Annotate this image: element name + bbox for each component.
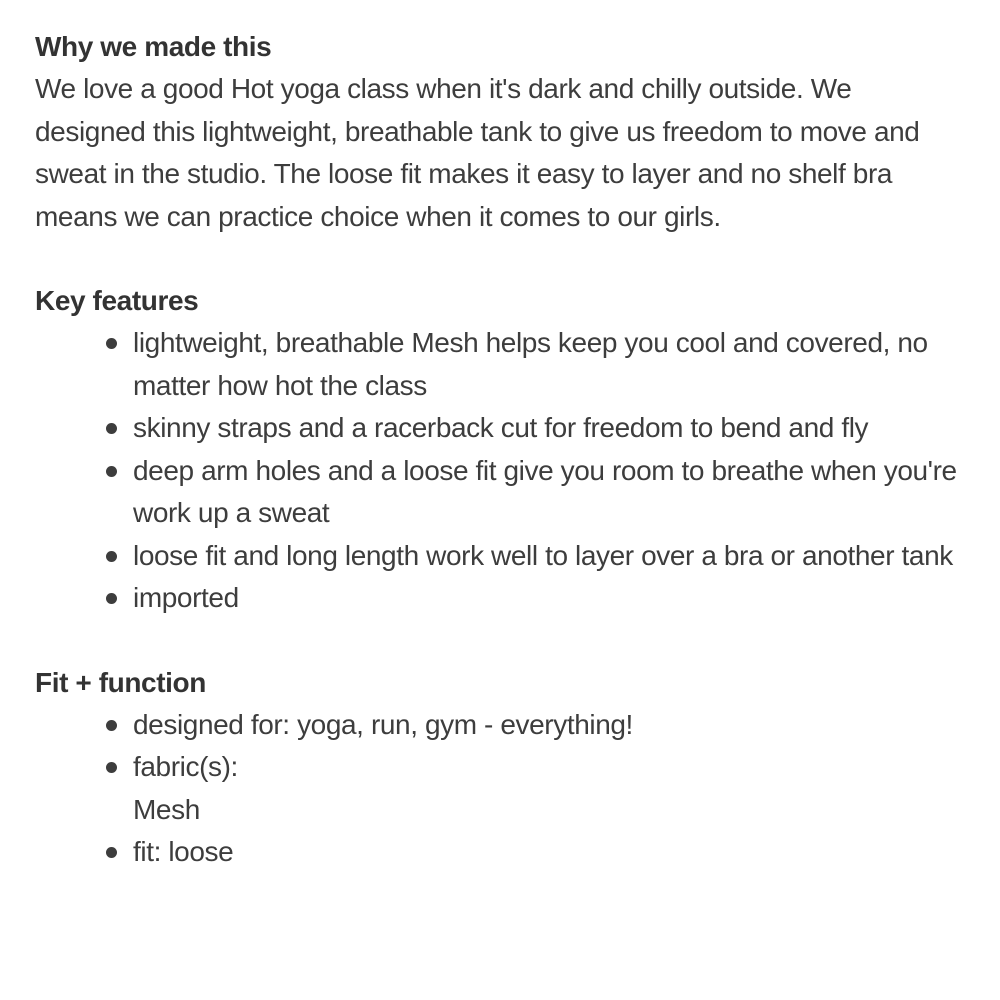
- bullet-icon: [106, 423, 117, 434]
- list-item: [133, 450, 960, 535]
- list-item: [133, 577, 960, 620]
- list-item: [133, 704, 960, 747]
- list-item: [133, 322, 960, 407]
- list-item: [133, 746, 960, 831]
- feature-text: skinny straps and a racerback cut for freedom to bend and fly: [133, 412, 869, 443]
- fit-function-list: [35, 704, 960, 874]
- why-heading: Why we made this: [35, 31, 272, 62]
- fit-function-heading: Fit + function: [35, 666, 206, 698]
- list-item: [133, 535, 960, 578]
- feature-text: loose fit and long length work well to layer over a bra or another tank: [133, 539, 953, 571]
- bullet-icon: [106, 762, 117, 773]
- fit-text: fabric(s):: [133, 751, 238, 782]
- key-features-heading: Key features: [35, 285, 199, 316]
- fit-text: designed for: yoga, run, gym - everything!: [133, 708, 633, 740]
- bullet-icon: [106, 720, 117, 731]
- why-body: We love a good Hot yoga class when it's dark and chilly outside. We designed this lightweight, breathable tank to give us freedom to move and sweat in the studio. The loose fit makes it easy to layer and no shelf bra means we can practice choice when it comes to our girls.: [35, 73, 920, 232]
- fit-text: fit: loose: [133, 836, 234, 867]
- key-features-list: [35, 322, 960, 620]
- bullet-icon: [106, 466, 117, 477]
- fit-function-section: [35, 662, 960, 874]
- why-section: [35, 26, 960, 238]
- bullet-icon: [106, 551, 117, 562]
- bullet-icon: [106, 847, 117, 858]
- bullet-icon: [106, 338, 117, 349]
- list-item: [133, 407, 960, 450]
- bullet-icon: [106, 593, 117, 604]
- feature-text: lightweight, breathable Mesh helps keep you cool and covered, no matter how hot the class: [133, 327, 928, 401]
- fabric-value: Mesh: [133, 793, 200, 825]
- list-item: [133, 831, 960, 874]
- feature-text: imported: [133, 582, 239, 613]
- feature-text: deep arm holes and a loose fit give you room to breathe when you're work up a sweat: [133, 454, 957, 528]
- key-features-section: [35, 280, 960, 620]
